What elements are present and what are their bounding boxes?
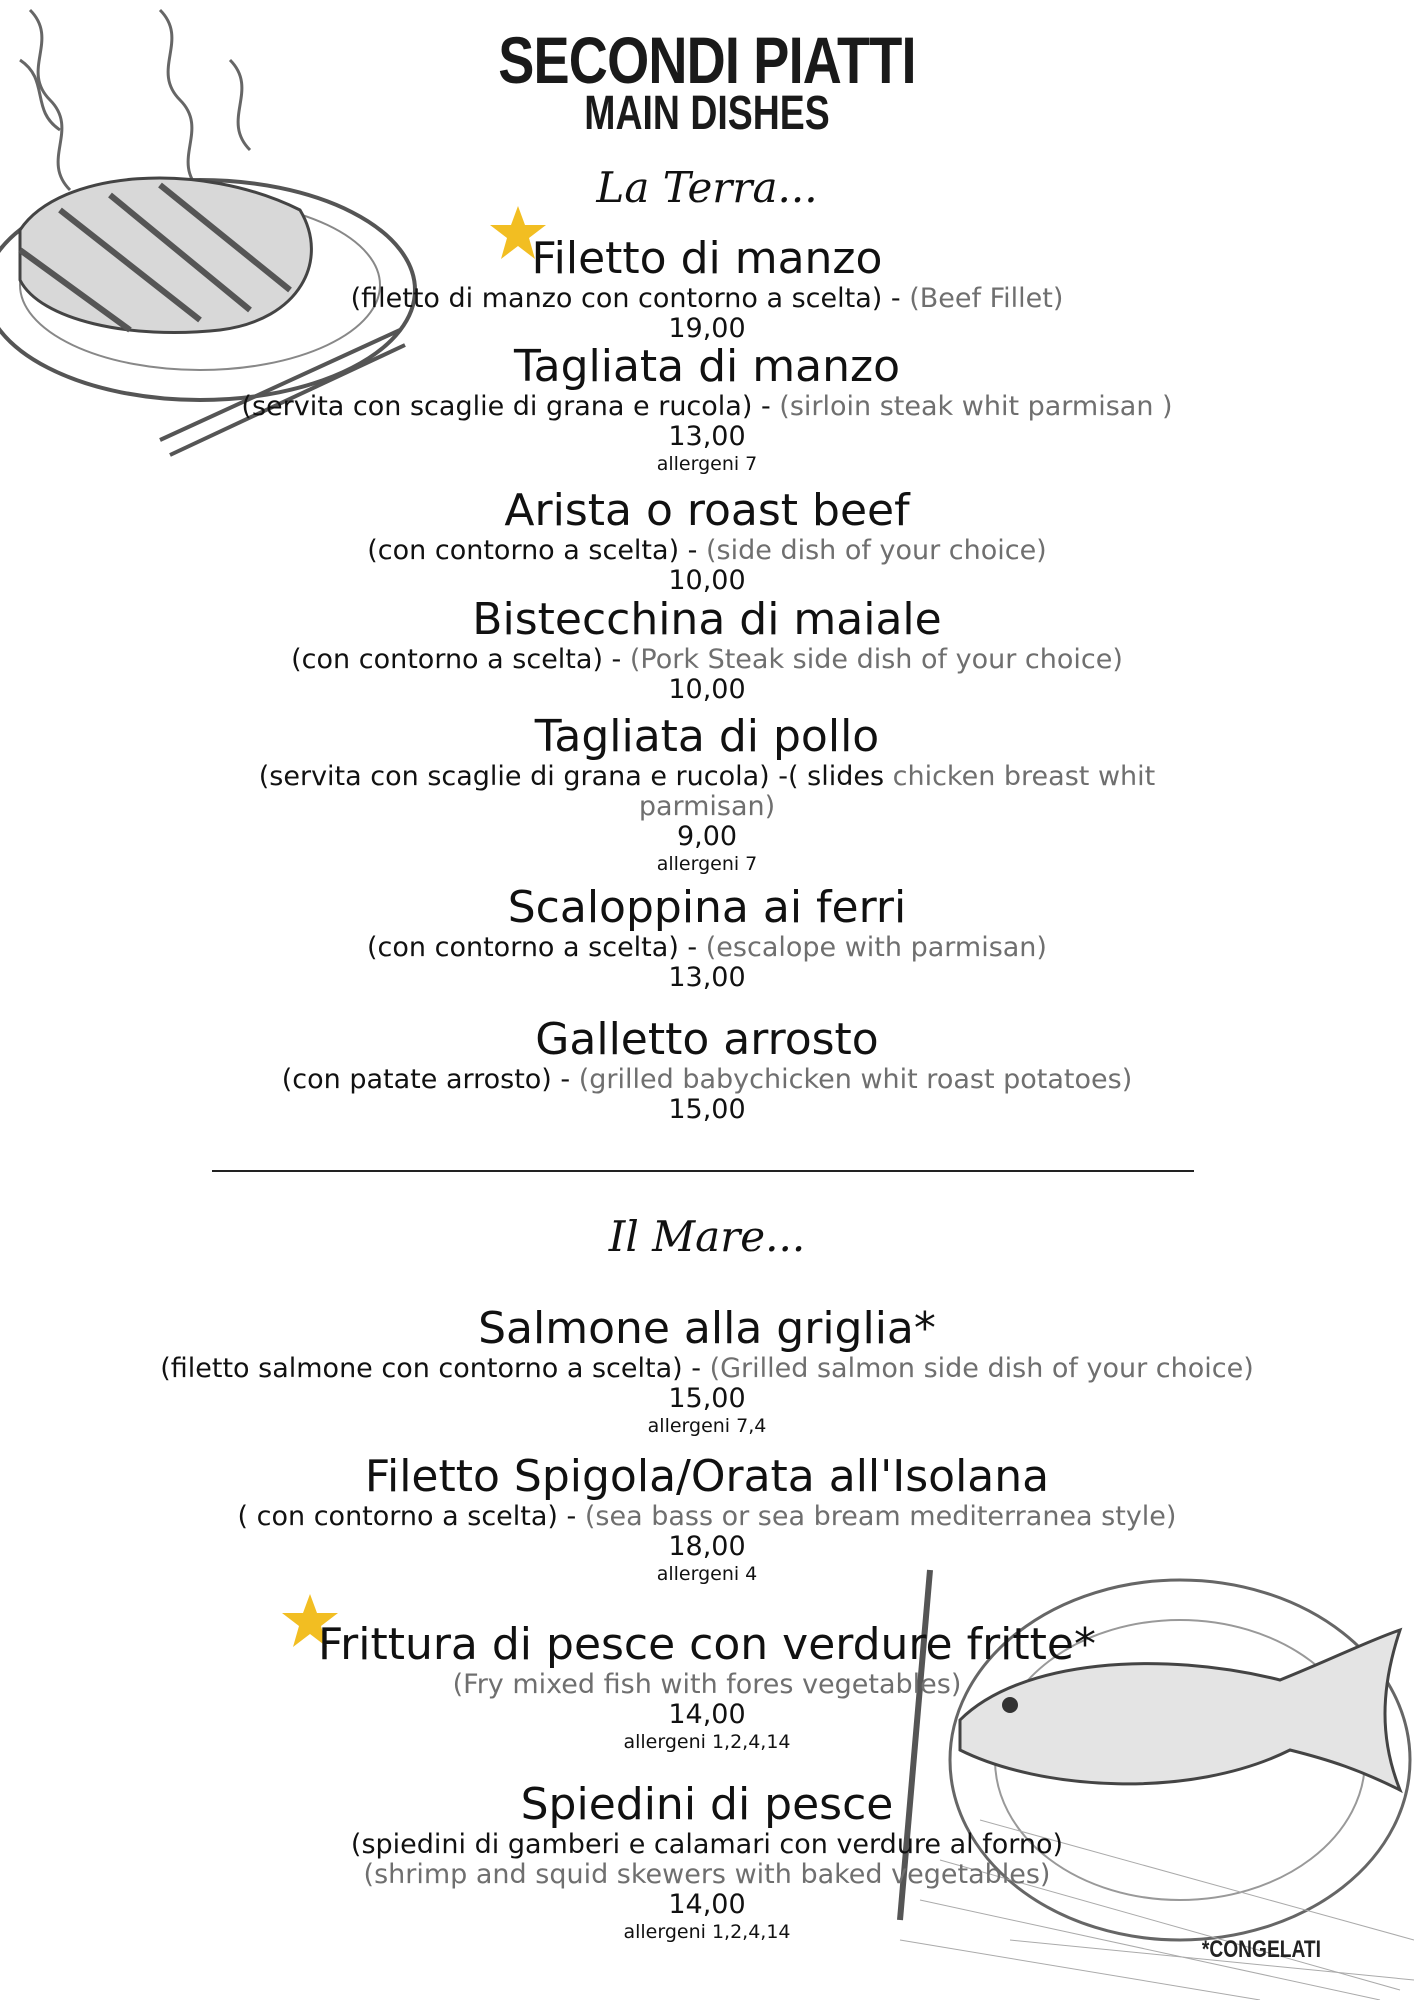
dish-allergens: allergeni 1,2,4,14	[623, 1731, 791, 1753]
dish-item	[0, 234, 1414, 344]
dish-name: Tagliata di pollo	[534, 711, 880, 762]
dish-name: Filetto Spigola/Orata all'Isolana	[364, 1451, 1050, 1502]
dish-item	[0, 1620, 1414, 1754]
dish-price: 13,00	[668, 962, 746, 993]
page-subtitle: MAIN DISHES	[584, 87, 830, 140]
dish-description: (con contorno a scelta) - (escalope with parmisan)	[367, 932, 1047, 963]
dish-description: (filetto salmone con contorno a scelta) - (Grilled salmon side dish of your choice)	[160, 1353, 1254, 1384]
dish-item	[0, 595, 1414, 705]
dish-item	[0, 1452, 1414, 1586]
dish-name: Scaloppina ai ferri	[507, 882, 907, 933]
dish-description: (filetto di manzo con contorno a scelta) - (Beef Fillet)	[350, 283, 1064, 314]
dish-description: ( con contorno a scelta) - (sea bass or sea bream mediterranea style)	[237, 1501, 1177, 1532]
frozen-note: *CONGELATI	[1201, 1936, 1322, 1963]
dish-item	[0, 1780, 1414, 1944]
dish-price: 10,00	[668, 565, 746, 596]
dish-allergens: allergeni 7	[656, 453, 758, 475]
dish-price: 14,00	[668, 1889, 746, 1920]
dish-item	[0, 486, 1414, 596]
dish-price: 15,00	[668, 1094, 746, 1125]
dish-item	[0, 1015, 1414, 1125]
section-divider	[212, 1170, 1194, 1172]
dish-description-line2: parmisan)	[638, 791, 776, 822]
dish-price: 15,00	[668, 1383, 746, 1414]
dish-description: (con patate arrosto) - (grilled babychicken whit roast potatoes)	[281, 1064, 1133, 1095]
dish-item	[0, 1304, 1414, 1438]
dish-name: Salmone alla griglia*	[478, 1303, 936, 1354]
page-title: SECONDI PIATTI	[498, 23, 916, 97]
section-heading-terra: La Terra...	[596, 163, 818, 212]
dish-allergens: allergeni 1,2,4,14	[623, 1921, 791, 1943]
dish-description: (servita con scaglie di grana e rucola) - (sirloin steak whit parmisan )	[241, 391, 1173, 422]
dish-price: 13,00	[668, 421, 746, 452]
dish-name: Spiedini di pesce	[520, 1779, 894, 1830]
dish-description-english: (shrimp and squid skewers with baked vegetables)	[363, 1859, 1051, 1890]
dish-price: 19,00	[668, 313, 746, 344]
dish-name: Bistecchina di maiale	[472, 594, 942, 645]
dish-item	[0, 712, 1414, 876]
dish-allergens: allergeni 7	[656, 853, 758, 875]
dish-description: (servita con scaglie di grana e rucola) -( slides chicken breast whit	[258, 761, 1156, 792]
dish-allergens: allergeni 7,4	[647, 1415, 767, 1437]
dish-name: Arista o roast beef	[504, 485, 910, 536]
dish-price: 10,00	[668, 674, 746, 705]
dish-item	[0, 883, 1414, 993]
dish-description: (spiedini di gamberi e calamari con verdure al forno)	[350, 1829, 1064, 1860]
dish-description: (con contorno a scelta) - (side dish of your choice)	[367, 535, 1047, 566]
dish-price: 9,00	[676, 821, 738, 852]
dish-name: Filetto di manzo	[531, 233, 883, 284]
dish-price: 14,00	[668, 1699, 746, 1730]
dish-name: Frittura di pesce con verdure fritte*	[318, 1619, 1096, 1670]
dish-description: (con contorno a scelta) - (Pork Steak side dish of your choice)	[291, 644, 1123, 675]
dish-description: (Fry mixed fish with fores vegetables)	[452, 1669, 962, 1700]
dish-item	[0, 342, 1414, 476]
dish-name: Galletto arrosto	[535, 1014, 879, 1065]
section-heading-mare: Il Mare...	[608, 1212, 806, 1261]
dish-allergens: allergeni 4	[656, 1563, 758, 1585]
dish-price: 18,00	[668, 1531, 746, 1562]
dish-name: Tagliata di manzo	[514, 341, 900, 392]
